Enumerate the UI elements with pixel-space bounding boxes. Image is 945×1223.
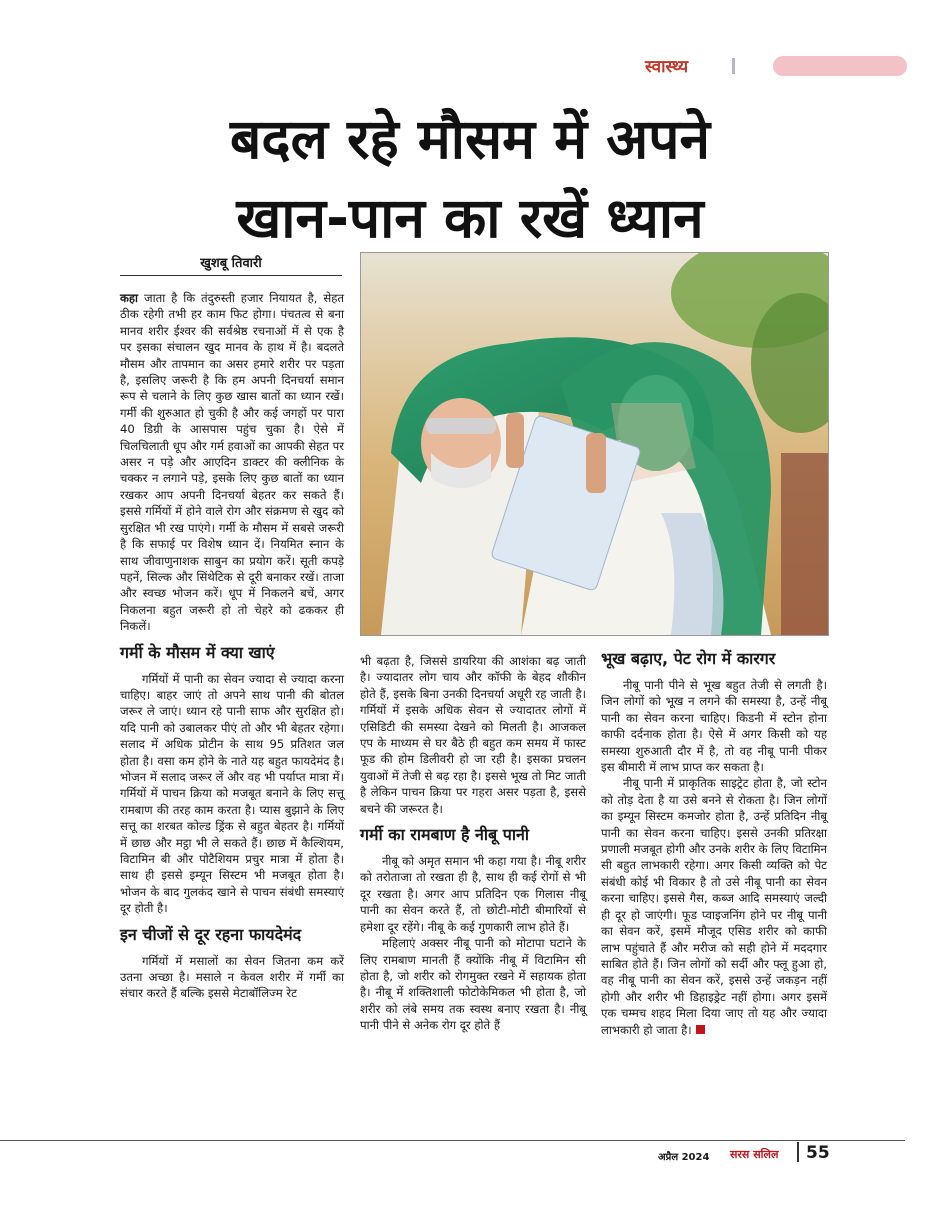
paragraph-lemon-weight: महिलाएं अक्सर नीबू पानी को मोटापा घटाने के लिए रामबाण मानती हैं क्योंकि नीबू में विटामिन सी होता है, जो शरीर को रोगमुक्त रखने में सहायक होता है। नीबू में शक्तिशाली फोटोकेमिकल भी होता है, जो शरीर को लंबे समय तक स्वस्थ बनाए रखता है। नीबू पानी पीने से अनेक रोग दूर होते हैं bbox=[360, 936, 586, 1033]
article-headline bbox=[110, 100, 830, 258]
article-column-3 bbox=[601, 649, 827, 1038]
paragraph-appetite: नीबू पानी पीने से भूख बहुत तेजी से लगती है। जिन लोगों को भूख न लगने की समस्या है, उन्हें नीबू पानी का सेवन करना चाहिए। किडनी में स्टोन होना काफी दर्दनाक होता है। ऐसे में अगर किसी को यह समस्या शुरुआती दौर में है, तो वह नीबू पानी पीकर इस बीमारी में लाभ प्राप्त कर सकता है। bbox=[601, 678, 827, 775]
paragraph-immunity bbox=[601, 775, 827, 1038]
section-color-bar bbox=[773, 56, 907, 76]
issue-date: अप्रैल 2024 bbox=[658, 1152, 710, 1163]
intro-text: जाता है कि तंदुरुस्ती हजार नियायत है, सेहत ठीक रहेगी तभी हर काम फिट होगा। पंचतत्व से बना मानव शरीर ईश्वर की सर्वश्रेष्ठ रचनाओं में से एक है पर इसका संचालन खुद मानव के हाथ में है। बदलते मौसम और तापमान का असर हमारे शरीर पर पड़ता है, इसलिए जरूरी है कि हम अपनी दिनचर्या समान रूप से चलाने के लिए कुछ खास बातों का ध्यान रखें। गर्मी की शुरुआत हो चुकी है और कई जगहों पर पारा 40 डिग्री के आसपास पहुंच चुका है। ऐसे में चिलचिलाती धूप और गर्म हवाओं का आपकी सेहत पर असर न पड़े और आएदिन डाक्टर की क्लीनिक के चक्कर न लगाने पड़े, इसके लिए कुछ बातों का ध्यान रखकर आप अपनी दिनचर्या बेहतर कर सकते हैं। इससे गर्मियों में होने वाले रोग और संक्रमण से खुद को सुरक्षित भी रख पाएंगे। गर्मी के मौसम में सबसे जरूरी है कि सफाई पर विशेष ध्यान दें। नियमित स्नान के साथ जीवाणुनाशक साबुन का प्रयोग करें। सूती कपड़े पहनें, सिल्क और सिंथेटिक से दूरी बनाकर रखें। ताजा और स्वच्छ भोजन करें। धूप में निकलने बचें, अगर निकलना बहुत जरूरी हो तो चेहरे को ढककर ही निकलें। bbox=[120, 291, 344, 634]
end-of-article-mark bbox=[696, 1025, 705, 1034]
article-column-1 bbox=[120, 290, 344, 1002]
article-column-2 bbox=[360, 653, 586, 1034]
article-photo bbox=[360, 252, 829, 636]
headline-line-1: बदल रहे मौसम में अपने bbox=[229, 107, 711, 171]
intro-paragraph bbox=[120, 290, 344, 635]
woman-covering-face-with-green-scarf-photo bbox=[361, 253, 828, 635]
paragraph-lemon-water: नीबू को अमृत समान भी कहा गया है। नीबू शरीर को तरोताजा तो रखता ही है, साथ ही कई रोगों से भी दूर रखता है। अगर आप प्रतिदिन एक गिलास नीबू पानी का सेवन करते हैं, तो छोटी-मोटी बीमारियों से हमेशा दूर रहेंगे। नीबू के कई गुणकारी लाभ होते हैं। bbox=[360, 854, 586, 934]
subheading-lemon-water: गर्मी का रामबाण है नीबू पानी bbox=[360, 825, 530, 845]
subheading-appetite: भूख बढ़ाए, पेट रोग में कारगर bbox=[601, 649, 776, 668]
subheading-things-to-avoid: इन चीजों से दूर रहना फायदेमंद bbox=[120, 924, 302, 944]
section-divider bbox=[732, 58, 735, 74]
paragraph-what-to-eat: गर्मियों में पानी का सेवन ज्यादा से ज्यादा करना चाहिए। बाहर जाएं तो अपने साथ पानी की बोतल जरूर ले जाएं। ध्यान रहे पानी साफ और सुरक्षित हो। यदि पानी को उबालकर पीएं तो और भी बेहतर रहेगा। सलाद में अधिक प्रोटीन के साथ 95 प्रतिशत जल होता है। वसा कम होने के नाते यह बहुत फायदेमंद है। भोजन में सलाद जरूर लें और वह भी पर्याप्त मात्रा में। गर्मियों में पाचन क्रिया को मजबूत बनाने के लिए सत्तू रामबाण की तरह काम करता है। प्यास बुझाने के लिए सत्तू का शरबत कोल्ड ड्रिंक से बहुत बेहतर है। गर्मियों में छाछ और मट्ठा भी ले सकते हैं। छाछ में कैल्शियम, विटामिन बी और पोटैशियम प्रचुर मात्रा में होता है। साथ ही इससे इम्यून सिस्टम भी मजबूत होता है। भोजन के बाद गुलकंद खाने से पाचन संबंधी समस्याएं दूर होती है। bbox=[120, 671, 344, 916]
subheading-what-to-eat: गर्मी के मौसम में क्या खाएं bbox=[120, 642, 275, 662]
author-byline: खुशबू तिवारी bbox=[120, 253, 342, 276]
section-label: स्वास्थ्य bbox=[645, 57, 689, 77]
lead-word: कहा bbox=[120, 291, 139, 305]
paragraph-continued: भी बढ़ता है, जिससे डायरिया की आशंका बढ़ जाती है। ज्यादातर लोग चाय और कॉफी के बेहद शौकीन होते हैं, इसके बिना उनकी दिनचर्या अधूरी रह जाती है। गर्मियों में इसके अधिक सेवन से ज्यादातर लोगों में एसिडिटी की समस्या देखने को मिलती है। आजकल एप के माध्यम से घर बैठे ही बहुत कम समय में फास्ट फूड की होम डिलीवरी हो जा रही है। इसका प्रचलन युवाओं में तेजी से बढ़ रहा है। इससे भूख तो मिट जाती है लेकिन पाचन क्रिया पर गहरा असर पड़ता है, इससे बचने की जरूरत है। bbox=[360, 654, 586, 816]
magazine-logo: सरस सलिल bbox=[730, 1148, 779, 1161]
page-number: 55 bbox=[806, 1143, 830, 1163]
footer-divider bbox=[797, 1142, 799, 1162]
paragraph-things-to-avoid: गर्मियों में मसालों का सेवन जितना कम करें उतना अच्छा है। मसाले न केवल शरीर में गर्मी का संचार करते हैं बल्कि इससे मेटाबॉलिज्म रेट bbox=[120, 953, 344, 1001]
headline-line-2: खान-पान का रखें ध्यान bbox=[236, 186, 704, 250]
footer-rule bbox=[0, 1140, 905, 1141]
paragraph-immunity-text: नीबू पानी में प्राकृतिक साइट्रेट होता है, जो स्टोन को तोड़ देता है या उसे बनने से रोकता है। जिन लोगों का इम्यून सिस्टम कमजोर होता है, उन्हें प्रतिदिन नीबू पानी का सेवन करना चाहिए। इससे उनकी प्रतिरक्षा प्रणाली मजबूत होगी और उनके शरीर के लिए विटामिन सी बहुत लाभकारी रहेगा। अगर किसी व्यक्ति को पेट संबंधी कोई भी विकार है तो उसे नीबू पानी का सेवन करना चाहिए। इससे गैस, कब्ज आदि समस्याएं जल्दी ही दूर हो जाएंगी। फूड प्वाइजनिंग होने पर नीबू पानी का सेवन करें, इसमें मौजूद एसिड शरीर को काफी लाभ पहुंचाते हैं और मरीज को सही होने में मददगार साबित होते हैं। जिन लोगों को सर्दी और फ्लू हुआ हो, वह नीबू पानी का सेवन करें, इससे उन्हें जकड़न नहीं होगी और शरीर भी डिहाइड्रेट नहीं होगा। अगर इसमें एक चम्मच शहद मिला दिया जाए तो यह और ज्यादा लाभकारी हो जाता है। bbox=[601, 776, 827, 1037]
